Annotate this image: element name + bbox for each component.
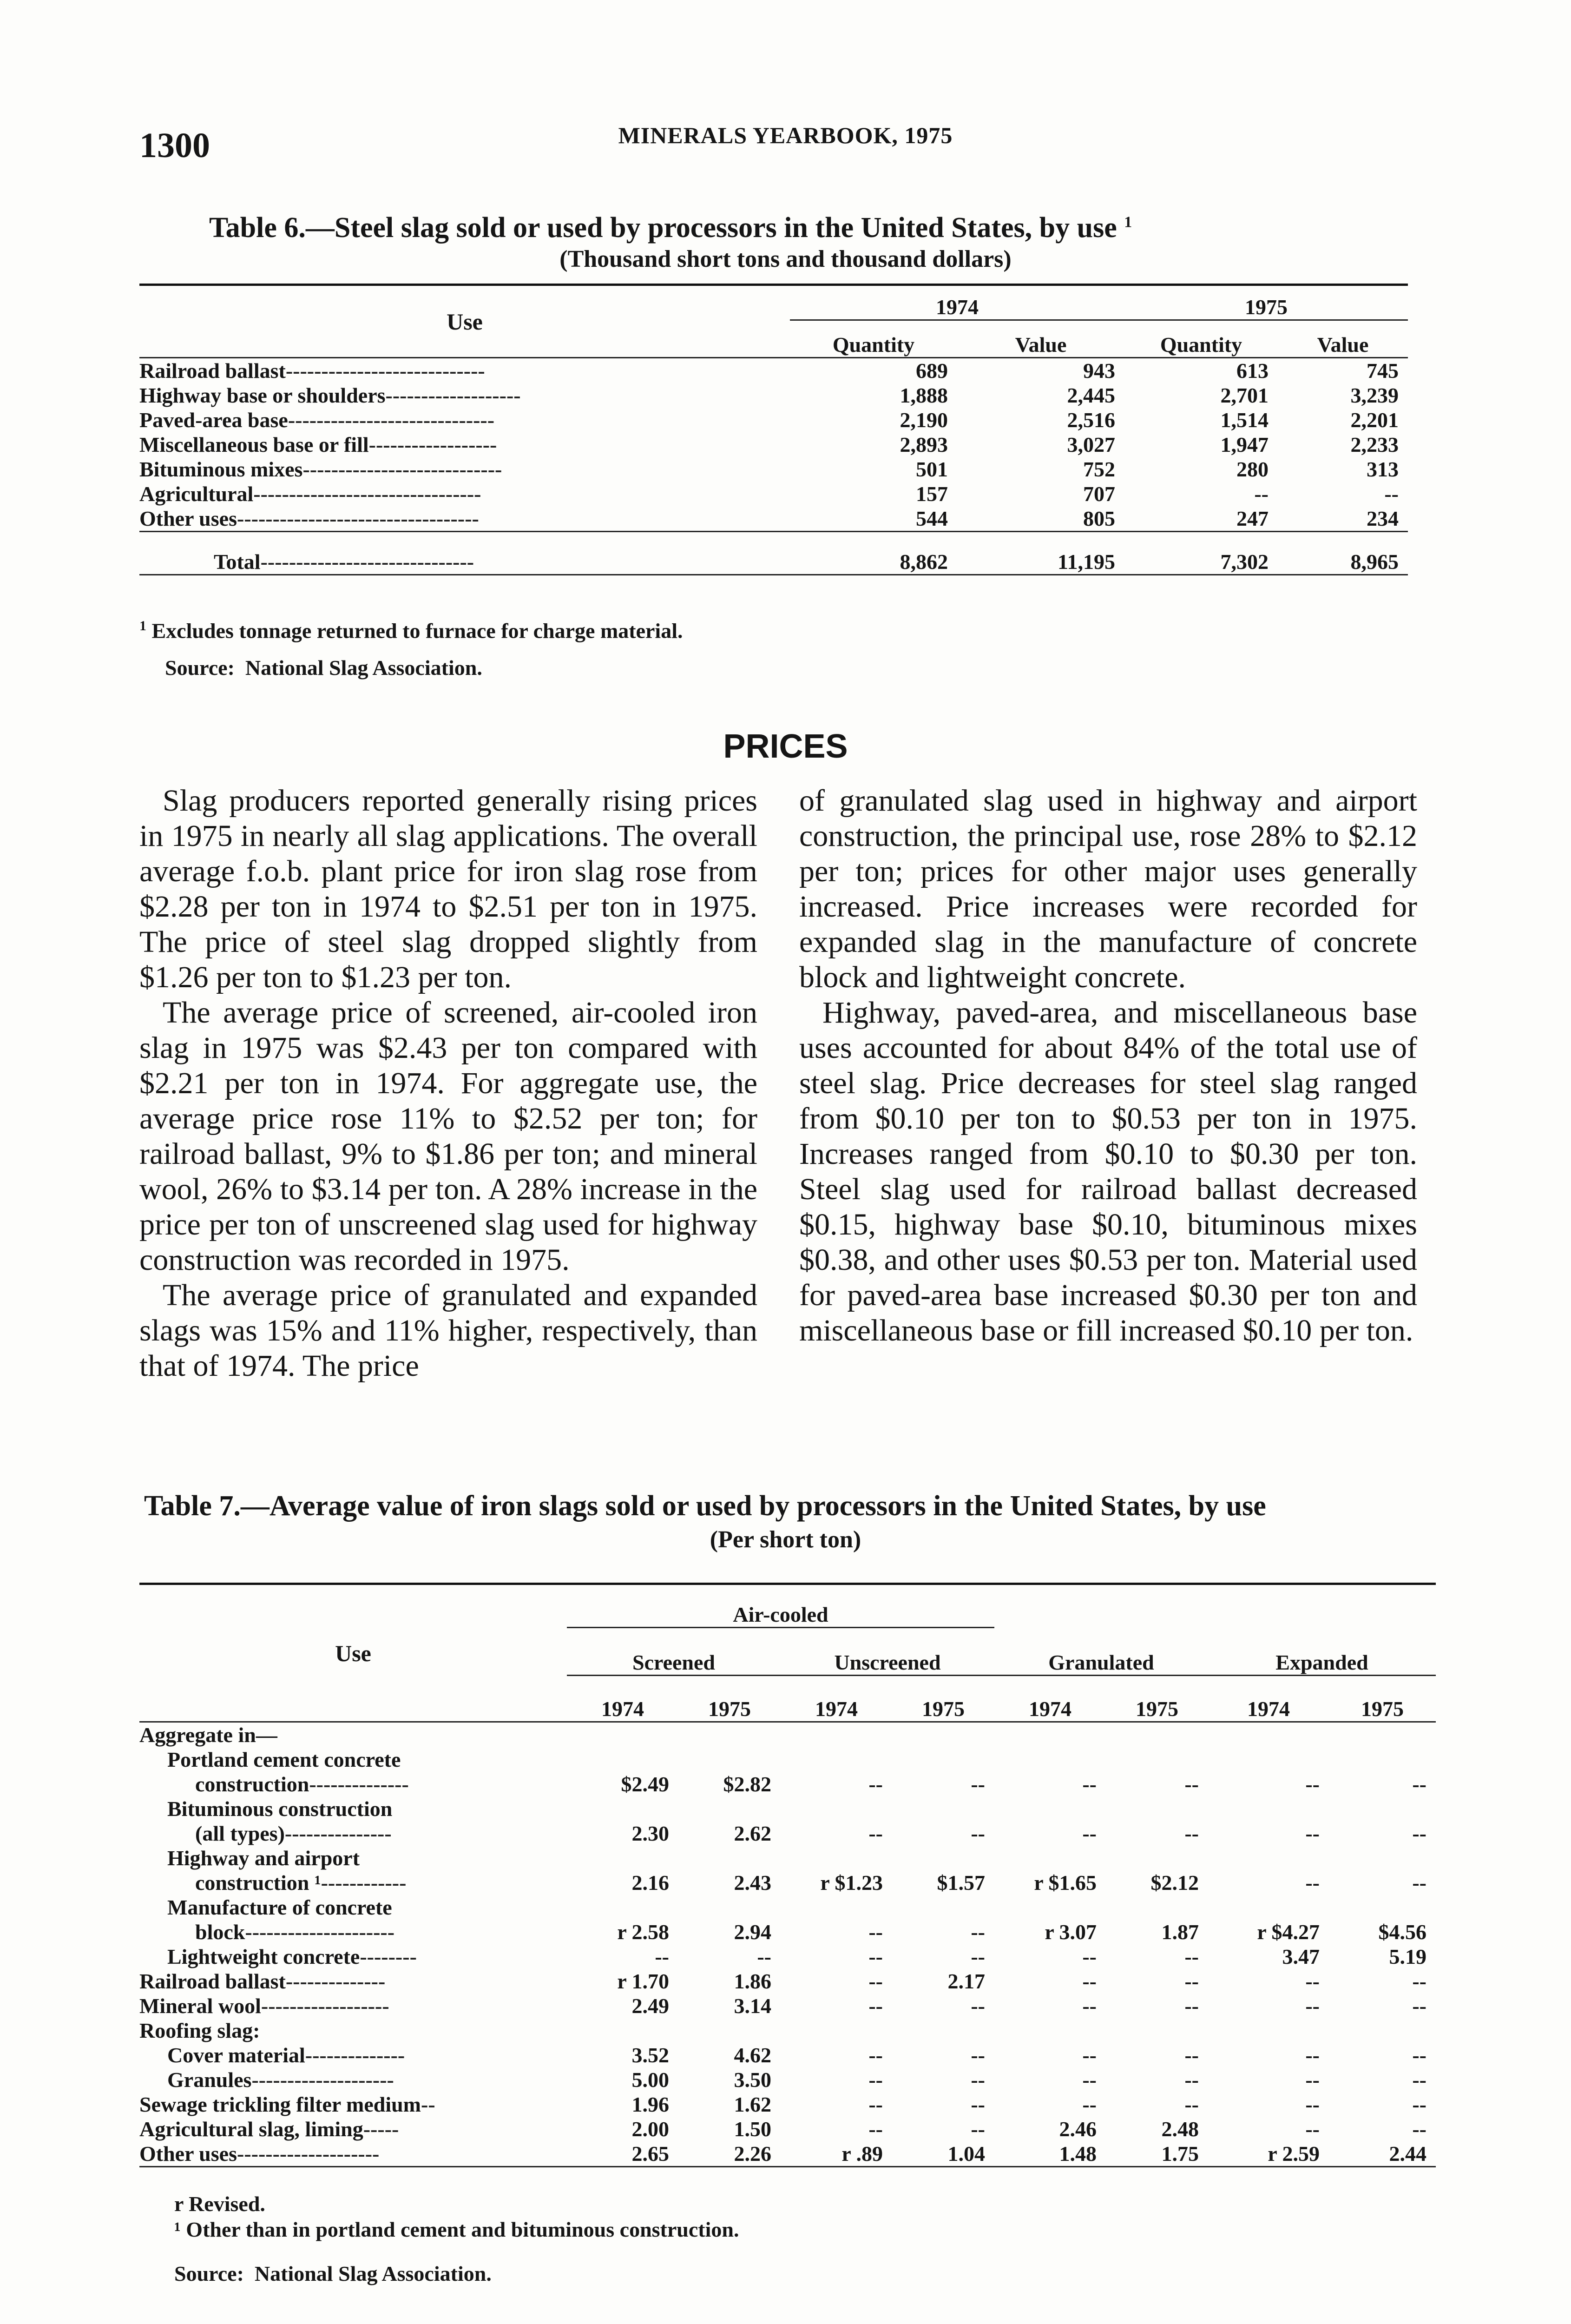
table7-cell xyxy=(1208,1796,1329,1821)
table6-caption xyxy=(209,211,1132,244)
leader-dots: -------------- xyxy=(305,2043,405,2067)
table7-cell: 4.62 xyxy=(734,2043,771,2067)
table6-cell-v1975: 313 xyxy=(1367,457,1399,481)
table7-cell: 1.04 xyxy=(947,2142,985,2166)
table7-cell: -- xyxy=(1305,2068,1320,2092)
table7-row-label: Manufacture of concrete xyxy=(167,1895,392,1919)
table6-row-use: Other uses---------------------------------- xyxy=(139,507,479,530)
table6-cell-v1975: 3,239 xyxy=(1350,383,1399,407)
table6-cell-q1975: 280 xyxy=(1236,457,1269,481)
table7-cell: r 2.59 xyxy=(1268,2142,1320,2166)
table7-cell: -- xyxy=(868,2043,883,2067)
table6-row xyxy=(139,358,1408,383)
table7-row xyxy=(139,2141,1436,2167)
table7-cell: -- xyxy=(1412,2117,1426,2141)
table7-cell: 3.47 xyxy=(1282,1945,1320,1968)
table7-row-label: Lightweight concrete-------- xyxy=(167,1945,417,1968)
table7-cell: -- xyxy=(1184,1772,1199,1796)
table6-cell-q1974: 157 xyxy=(916,482,948,506)
table6-subcol-quantity-1975: Quantity xyxy=(1160,333,1242,357)
table7-row-label: Roofing slag: xyxy=(139,2019,260,2042)
table6-cell-v1975: 234 xyxy=(1367,507,1399,530)
table7-cell: -- xyxy=(971,1920,985,1944)
table6-cell-q1975: -- xyxy=(1254,482,1269,506)
table7-cell: -- xyxy=(868,1945,883,1968)
table7-cell: -- xyxy=(1305,1822,1320,1845)
table7-cell xyxy=(1329,1895,1436,1920)
leader-dots: -------------------- xyxy=(251,2068,394,2092)
prices-right-para-1: of granulated slag used in highway and airport construction, the principal use, rose 28% to $2.12 per ton; prices for other major uses generally increased. Price increases were recorded for expanded slag in the manufacture of concrete block and lightweight concrete. xyxy=(799,784,1417,994)
table7-header-aircooled: Air-cooled xyxy=(567,1584,994,1628)
table7-cell xyxy=(892,1846,994,1870)
table7-cell: 2.62 xyxy=(734,1822,771,1845)
table7-cell: -- xyxy=(1305,2117,1320,2141)
leader-dots: -------------------- xyxy=(237,2142,380,2166)
table7-row xyxy=(139,2092,1436,2117)
table7-cell: r $4.27 xyxy=(1257,1920,1320,1944)
table7-cell: 1.96 xyxy=(631,2093,669,2116)
table7-caption: Table 7.—Average value of iron slags sold or used by processors in the United States, by use xyxy=(144,1490,1266,1522)
table7-row-label: Aggregate in— xyxy=(139,1723,277,1747)
table6-subcol-value-1974: Value xyxy=(1015,333,1067,357)
prices-right-para-2: Highway, paved-area, and miscellaneous base uses accounted for about 84% of the total use of steel slag. Price decreases for steel slag ranged from $0.10 per ton to $0.53 per ton in 1975. Increases ranged from $0.10 to $0.30 per ton. Steel slag used for railroad ballast decreased $0.15, highway base $0.10, bituminous mixes $0.38, and other uses $0.53 per ton. Material used for paved-area base increased $0.30 per ton and miscellaneous base or fill increased $0.10 per ton. xyxy=(799,996,1417,1347)
running-title: MINERALS YEARBOOK, 1975 xyxy=(618,122,953,148)
table7-source: Source: National Slag Association. xyxy=(174,2262,492,2285)
table7-cell: -- xyxy=(1082,1969,1097,1993)
table6-year-1975: 1975 xyxy=(1124,285,1408,320)
table7-cell: -- xyxy=(1305,1994,1320,2018)
table7-subcaption: (Per short ton) xyxy=(710,1526,861,1553)
prices-left-column xyxy=(139,783,757,1384)
table6-cell-q1975: 1,947 xyxy=(1220,433,1269,456)
table7-cell: $2.49 xyxy=(621,1772,669,1796)
table7-cell: -- xyxy=(868,2093,883,2116)
table7-cell: -- xyxy=(868,1969,883,1993)
table7-cell xyxy=(678,2018,781,2043)
table6-row xyxy=(139,482,1408,506)
table7-cell: -- xyxy=(1082,1994,1097,2018)
table7-cell xyxy=(1106,1747,1208,1772)
leader-dots: --------------------- xyxy=(245,1920,395,1944)
table6-cell-v1975: 2,233 xyxy=(1350,433,1399,456)
table7-row-label: block--------------------- xyxy=(195,1920,395,1944)
table7-cell: $4.56 xyxy=(1378,1920,1426,1944)
table7-cell: r 2.58 xyxy=(617,1920,669,1944)
table6-cell-q1974: 544 xyxy=(916,507,948,530)
table7-cell xyxy=(1208,1895,1329,1920)
table7-cell xyxy=(1106,1722,1208,1748)
table7-cell xyxy=(678,1722,781,1748)
table6-total-v1974: 11,195 xyxy=(1058,550,1115,574)
table7-row-label: Mineral wool------------------ xyxy=(139,1994,389,2018)
table6-header-use: Use xyxy=(447,308,483,335)
table6 xyxy=(139,284,1408,578)
table7-year-header: 1974 xyxy=(815,1697,858,1721)
table7-row xyxy=(139,2018,1436,2043)
table7-cell xyxy=(1208,2018,1329,2043)
table7-cell xyxy=(994,2018,1106,2043)
table7-cell xyxy=(567,2018,678,2043)
table7-cell: 1.48 xyxy=(1059,2142,1097,2166)
table6-cell-q1975: 2,701 xyxy=(1220,383,1269,407)
table7-cell: -- xyxy=(971,2093,985,2116)
table7-cell xyxy=(678,1846,781,1870)
table6-row-use: Highway base or shoulders------------------- xyxy=(139,383,521,407)
table7-cell: -- xyxy=(655,1945,669,1968)
table7-cell: 2.16 xyxy=(631,1871,669,1895)
table7-cell: -- xyxy=(868,1772,883,1796)
table7-cell: -- xyxy=(1184,1945,1199,1968)
table7-cell xyxy=(1106,2018,1208,2043)
leader-dots: ------------------------------ xyxy=(260,550,474,574)
table7-cell: 2.49 xyxy=(631,1994,669,2018)
leader-dots: ----- xyxy=(363,2117,399,2141)
table7-row xyxy=(139,1920,1436,1944)
table7-cell xyxy=(892,1747,994,1772)
table7-cell: 1.62 xyxy=(734,2093,771,2116)
table7-cell: -- xyxy=(1412,1994,1426,2018)
table7-cell: -- xyxy=(1082,1945,1097,1968)
table7-row xyxy=(139,1944,1436,1969)
table7-cell xyxy=(567,1747,678,1772)
table6-cell-q1975: 613 xyxy=(1236,359,1269,383)
table7-cell: r $1.65 xyxy=(1034,1871,1097,1895)
table7-cell xyxy=(678,1895,781,1920)
table7-cell: -- xyxy=(1082,2043,1097,2067)
table6-source: Source: National Slag Association. xyxy=(165,656,482,680)
table6-cell-q1974: 1,888 xyxy=(900,383,948,407)
leader-dots: -------------- xyxy=(285,1969,386,1993)
table7-row-label: Granules-------------------- xyxy=(167,2068,394,2092)
table7-cell: 5.00 xyxy=(631,2068,669,2092)
table7-row xyxy=(139,2067,1436,2092)
table7-row xyxy=(139,1870,1436,1895)
table7-year-header: 1975 xyxy=(922,1697,965,1721)
prices-left-para-3: The average price of granulated and expanded slags was 15% and 11% higher, respectively, than that of 1974. The price xyxy=(139,1278,757,1383)
table7-row-label: (all types)--------------- xyxy=(195,1822,392,1845)
table7-cell: -- xyxy=(1412,1969,1426,1993)
table6-cell-v1974: 752 xyxy=(1083,457,1115,481)
table7-cell: 3.50 xyxy=(734,2068,771,2092)
table7-cell: -- xyxy=(1412,1822,1426,1845)
table7-cell: -- xyxy=(1082,2093,1097,2116)
table6-row-use: Railroad ballast---------------------------- xyxy=(139,359,485,383)
table6-total-label: Total------------------------------ xyxy=(214,550,474,574)
table7-cell: -- xyxy=(1305,1969,1320,1993)
table7-cell xyxy=(1329,1846,1436,1870)
table7-header-unscreened: Unscreened xyxy=(781,1628,994,1676)
table7-cell: -- xyxy=(1412,2068,1426,2092)
table7-cell: -- xyxy=(971,2043,985,2067)
table7-cell: -- xyxy=(757,1945,771,1968)
table6-total-q1975: 7,302 xyxy=(1220,550,1269,574)
table7-cell xyxy=(1329,1722,1436,1748)
table7-cell xyxy=(781,1722,892,1748)
table7 xyxy=(139,1583,1436,2170)
table6-cell-q1974: 2,190 xyxy=(900,408,948,432)
leader-dots: -------- xyxy=(360,1945,417,1968)
table7-cell: 5.19 xyxy=(1389,1945,1426,1968)
table7-row-label: Highway and airport xyxy=(167,1846,360,1870)
table7-cell xyxy=(678,1747,781,1772)
table7-cell: 2.00 xyxy=(631,2117,669,2141)
table7-cell xyxy=(994,1846,1106,1870)
table7-cell: $1.57 xyxy=(937,1871,985,1895)
leader-dots: ---------------------------- xyxy=(285,359,485,383)
leader-dots: ----------------------------- xyxy=(288,408,495,432)
table7-row-label: construction-------------- xyxy=(195,1772,409,1796)
table7-cell: $2.12 xyxy=(1150,1871,1199,1895)
table7-cell: -- xyxy=(1305,1871,1320,1895)
table7-year-header: 1975 xyxy=(1136,1697,1178,1721)
table6-caption-text: Table 6.—Steel slag sold or used by processors in the United States, by use xyxy=(209,212,1117,244)
table7-cell xyxy=(781,2018,892,2043)
table7-cell: r .89 xyxy=(841,2142,883,2166)
table7-cell: 2.26 xyxy=(734,2142,771,2166)
table7-year-header: 1974 xyxy=(601,1697,644,1721)
table7-row-label: construction ¹------------ xyxy=(195,1871,407,1895)
page-number: 1300 xyxy=(139,126,210,165)
table7-cell: -- xyxy=(1305,2043,1320,2067)
table7-year-header: 1975 xyxy=(1361,1697,1404,1721)
table7-cell xyxy=(1106,1895,1208,1920)
table7-cell: r 3.07 xyxy=(1045,1920,1097,1944)
table7-cell xyxy=(1208,1722,1329,1748)
table7-row xyxy=(139,2043,1436,2067)
table7-cell xyxy=(1106,1846,1208,1870)
table6-row xyxy=(139,432,1408,457)
leader-dots: ---------------------------------- xyxy=(237,507,479,530)
table6-cell-q1975: 247 xyxy=(1236,507,1269,530)
table7-row xyxy=(139,1994,1436,2018)
table7-cell: -- xyxy=(1412,2043,1426,2067)
table6-cell-v1974: 707 xyxy=(1083,482,1115,506)
leader-dots: ------------------ xyxy=(368,433,497,456)
table7-cell: -- xyxy=(1184,2043,1199,2067)
table7-cell xyxy=(781,1747,892,1772)
table7-cell xyxy=(567,1796,678,1821)
table7-cell xyxy=(781,1796,892,1821)
table7-cell: 2.43 xyxy=(734,1871,771,1895)
table7-cell: -- xyxy=(868,1822,883,1845)
table6-cell-v1974: 2,445 xyxy=(1067,383,1115,407)
table7-cell: -- xyxy=(1184,1994,1199,2018)
table7-row-label: Agricultural slag, liming----- xyxy=(139,2117,399,2141)
table7-cell xyxy=(1329,1796,1436,1821)
table7-cell xyxy=(994,1895,1106,1920)
table7-cell xyxy=(1329,2018,1436,2043)
table7-cell: 2.17 xyxy=(947,1969,985,1993)
table7-header-screened: Screened xyxy=(567,1628,781,1676)
table7-cell xyxy=(1329,1747,1436,1772)
table7-cell: -- xyxy=(1082,1772,1097,1796)
table7-cell xyxy=(892,1895,994,1920)
table6-cell-v1974: 3,027 xyxy=(1067,433,1115,456)
table7-cell: r 1.70 xyxy=(617,1969,669,1993)
table7-row xyxy=(139,1722,1436,1748)
table6-row xyxy=(139,383,1408,408)
table6-subcaption: (Thousand short tons and thousand dollars) xyxy=(559,246,1012,272)
table6-subcol-quantity-1974: Quantity xyxy=(832,333,915,357)
table7-cell: -- xyxy=(1184,2068,1199,2092)
table6-cell-v1975: 745 xyxy=(1367,359,1399,383)
table7-cell: -- xyxy=(868,1920,883,1944)
table7-cell: 2.65 xyxy=(631,2142,669,2166)
table7-row xyxy=(139,1821,1436,1846)
table7-cell: -- xyxy=(1412,2093,1426,2116)
table6-cell-v1974: 943 xyxy=(1083,359,1115,383)
table7-cell: -- xyxy=(971,1994,985,2018)
table7-cell: 3.14 xyxy=(734,1994,771,2018)
table7-row xyxy=(139,1895,1436,1920)
table6-subcol-value-1975: Value xyxy=(1317,333,1369,357)
table7-cell: -- xyxy=(1305,2093,1320,2116)
table7-cell: 3.52 xyxy=(631,2043,669,2067)
table6-row xyxy=(139,457,1408,482)
table7-header-expanded: Expanded xyxy=(1208,1628,1436,1676)
table7-cell: -- xyxy=(868,1994,883,2018)
table6-footnote: $^1$ Excludes tonnage returned to furnace for charge material. xyxy=(139,618,683,643)
table6-year-1974: 1974 xyxy=(790,285,1124,320)
table7-cell: -- xyxy=(971,1945,985,1968)
table7-cell: -- xyxy=(971,1822,985,1845)
table7-cell: -- xyxy=(868,2117,883,2141)
table6-cell-v1974: 805 xyxy=(1083,507,1115,530)
table7-cell: -- xyxy=(1184,2093,1199,2116)
table6-caption-mark: 1 xyxy=(1124,213,1132,231)
prices-right-column xyxy=(799,783,1417,1348)
table7-cell: -- xyxy=(1412,1871,1426,1895)
table7-cell: 2.30 xyxy=(631,1822,669,1845)
table7-header-use: Use xyxy=(335,1640,371,1666)
table7-cell xyxy=(567,1722,678,1748)
table6-row-use: Miscellaneous base or fill------------------ xyxy=(139,433,497,456)
table7-cell xyxy=(781,1846,892,1870)
table7-year-header: 1974 xyxy=(1247,1697,1290,1721)
table7-row xyxy=(139,1969,1436,1994)
table7-row xyxy=(139,1772,1436,1796)
table7-cell: 2.48 xyxy=(1161,2117,1199,2141)
table7-cell: 2.44 xyxy=(1389,2142,1426,2166)
table6-cell-q1974: 2,893 xyxy=(900,433,948,456)
table7-footnote-revised: r Revised. xyxy=(174,2192,265,2216)
table7-cell: -- xyxy=(1082,1822,1097,1845)
table7-cell xyxy=(892,1722,994,1748)
table6-cell-v1975: 2,201 xyxy=(1350,408,1399,432)
leader-dots: ---------------------------- xyxy=(302,457,502,481)
table7-cell: -- xyxy=(1184,1969,1199,1993)
table7-cell: -- xyxy=(1412,1772,1426,1796)
table7-cell: -- xyxy=(1184,1822,1199,1845)
table6-cell-q1975: 1,514 xyxy=(1220,408,1269,432)
prices-left-para-2: The average price of screened, air-cooled iron slag in 1975 was $2.43 per ton compared with $2.21 per ton in 1974. For aggregate use, the average price rose 11% to $2.52 per ton; for railroad ballast, 9% to $1.86 per ton; and mineral wool, 26% to $3.14 per ton. A 28% increase in the price per ton of unscreened slag used for highway construction was recorded in 1975. xyxy=(139,996,757,1277)
table7-cell: -- xyxy=(1305,1772,1320,1796)
table6-total-q1974: 8,862 xyxy=(900,550,948,574)
table7-row xyxy=(139,1796,1436,1821)
table7-cell: 1.50 xyxy=(734,2117,771,2141)
leader-dots: -------------- xyxy=(309,1772,409,1796)
table7-row-label: Portland cement concrete xyxy=(167,1748,401,1771)
table7-header-granulated: Granulated xyxy=(994,1628,1208,1676)
table6-row-use: Bituminous mixes---------------------------- xyxy=(139,457,502,481)
table7-cell: 1.75 xyxy=(1161,2142,1199,2166)
table7-cell xyxy=(1208,1846,1329,1870)
table7-cell xyxy=(1106,1796,1208,1821)
table6-row xyxy=(139,506,1408,532)
table7-cell: r $1.23 xyxy=(820,1871,883,1895)
table7-year-header: 1975 xyxy=(708,1697,751,1721)
leader-dots: -- xyxy=(421,2093,435,2116)
leader-dots: ------------ xyxy=(321,1871,407,1895)
table6-cell-v1974: 2,516 xyxy=(1067,408,1115,432)
table7-row xyxy=(139,2117,1436,2141)
table7-cell: -- xyxy=(971,1772,985,1796)
table7-cell xyxy=(567,1895,678,1920)
table7-cell xyxy=(994,1722,1106,1748)
table7-row-label: Sewage trickling filter medium-- xyxy=(139,2093,435,2116)
table7-cell xyxy=(994,1747,1106,1772)
table6-row xyxy=(139,408,1408,432)
table6-total-v1975: 8,965 xyxy=(1350,550,1399,574)
leader-dots: ------------------- xyxy=(385,383,521,407)
prices-left-para-1: Slag producers reported generally rising prices in 1975 in nearly all slag applications. The overall average f.o.b. plant price for iron slag rose from $2.28 per ton in 1974 to $2.51 per ton in 1975. The price of steel slag dropped slightly from $1.26 per ton to $1.23 per ton. xyxy=(139,784,757,994)
leader-dots: --------------- xyxy=(284,1822,392,1845)
table6-cell-q1974: 501 xyxy=(916,457,948,481)
table7-cell: 1.87 xyxy=(1161,1920,1199,1944)
table7-cell xyxy=(1208,1747,1329,1772)
table6-row-use: Agricultural-------------------------------- xyxy=(139,482,481,506)
table7-footnote-1: ¹ Other than in portland cement and bituminous construction. xyxy=(174,2218,739,2241)
table7-cell: -- xyxy=(868,2068,883,2092)
table7-row-label: Bituminous construction xyxy=(167,1797,393,1821)
table7-cell: -- xyxy=(971,2117,985,2141)
table7-cell xyxy=(567,1846,678,1870)
table6-cell-v1975: -- xyxy=(1384,482,1399,506)
table7-cell xyxy=(994,1796,1106,1821)
table7-cell: -- xyxy=(1082,2068,1097,2092)
table7-cell: $2.82 xyxy=(723,1772,771,1796)
table6-row-use: Paved-area base----------------------------- xyxy=(139,408,495,432)
prices-heading: PRICES xyxy=(723,728,848,765)
table7-row-label: Railroad ballast-------------- xyxy=(139,1969,386,1993)
table7-cell: 1.86 xyxy=(734,1969,771,1993)
table7-cell: 2.94 xyxy=(734,1920,771,1944)
table7-cell xyxy=(678,1796,781,1821)
table7-row-label: Cover material-------------- xyxy=(167,2043,405,2067)
table7-row-label: Other uses-------------------- xyxy=(139,2142,380,2166)
table7-cell xyxy=(892,2018,994,2043)
table7-cell: -- xyxy=(971,2068,985,2092)
table7-row xyxy=(139,1846,1436,1870)
leader-dots: -------------------------------- xyxy=(253,482,481,506)
table7-cell: 2.46 xyxy=(1059,2117,1097,2141)
table7-cell xyxy=(781,1895,892,1920)
table7-row xyxy=(139,1747,1436,1772)
table6-cell-q1974: 689 xyxy=(916,359,948,383)
table7-cell xyxy=(892,1796,994,1821)
table7-year-header: 1974 xyxy=(1029,1697,1071,1721)
leader-dots: ------------------ xyxy=(261,1994,389,2018)
